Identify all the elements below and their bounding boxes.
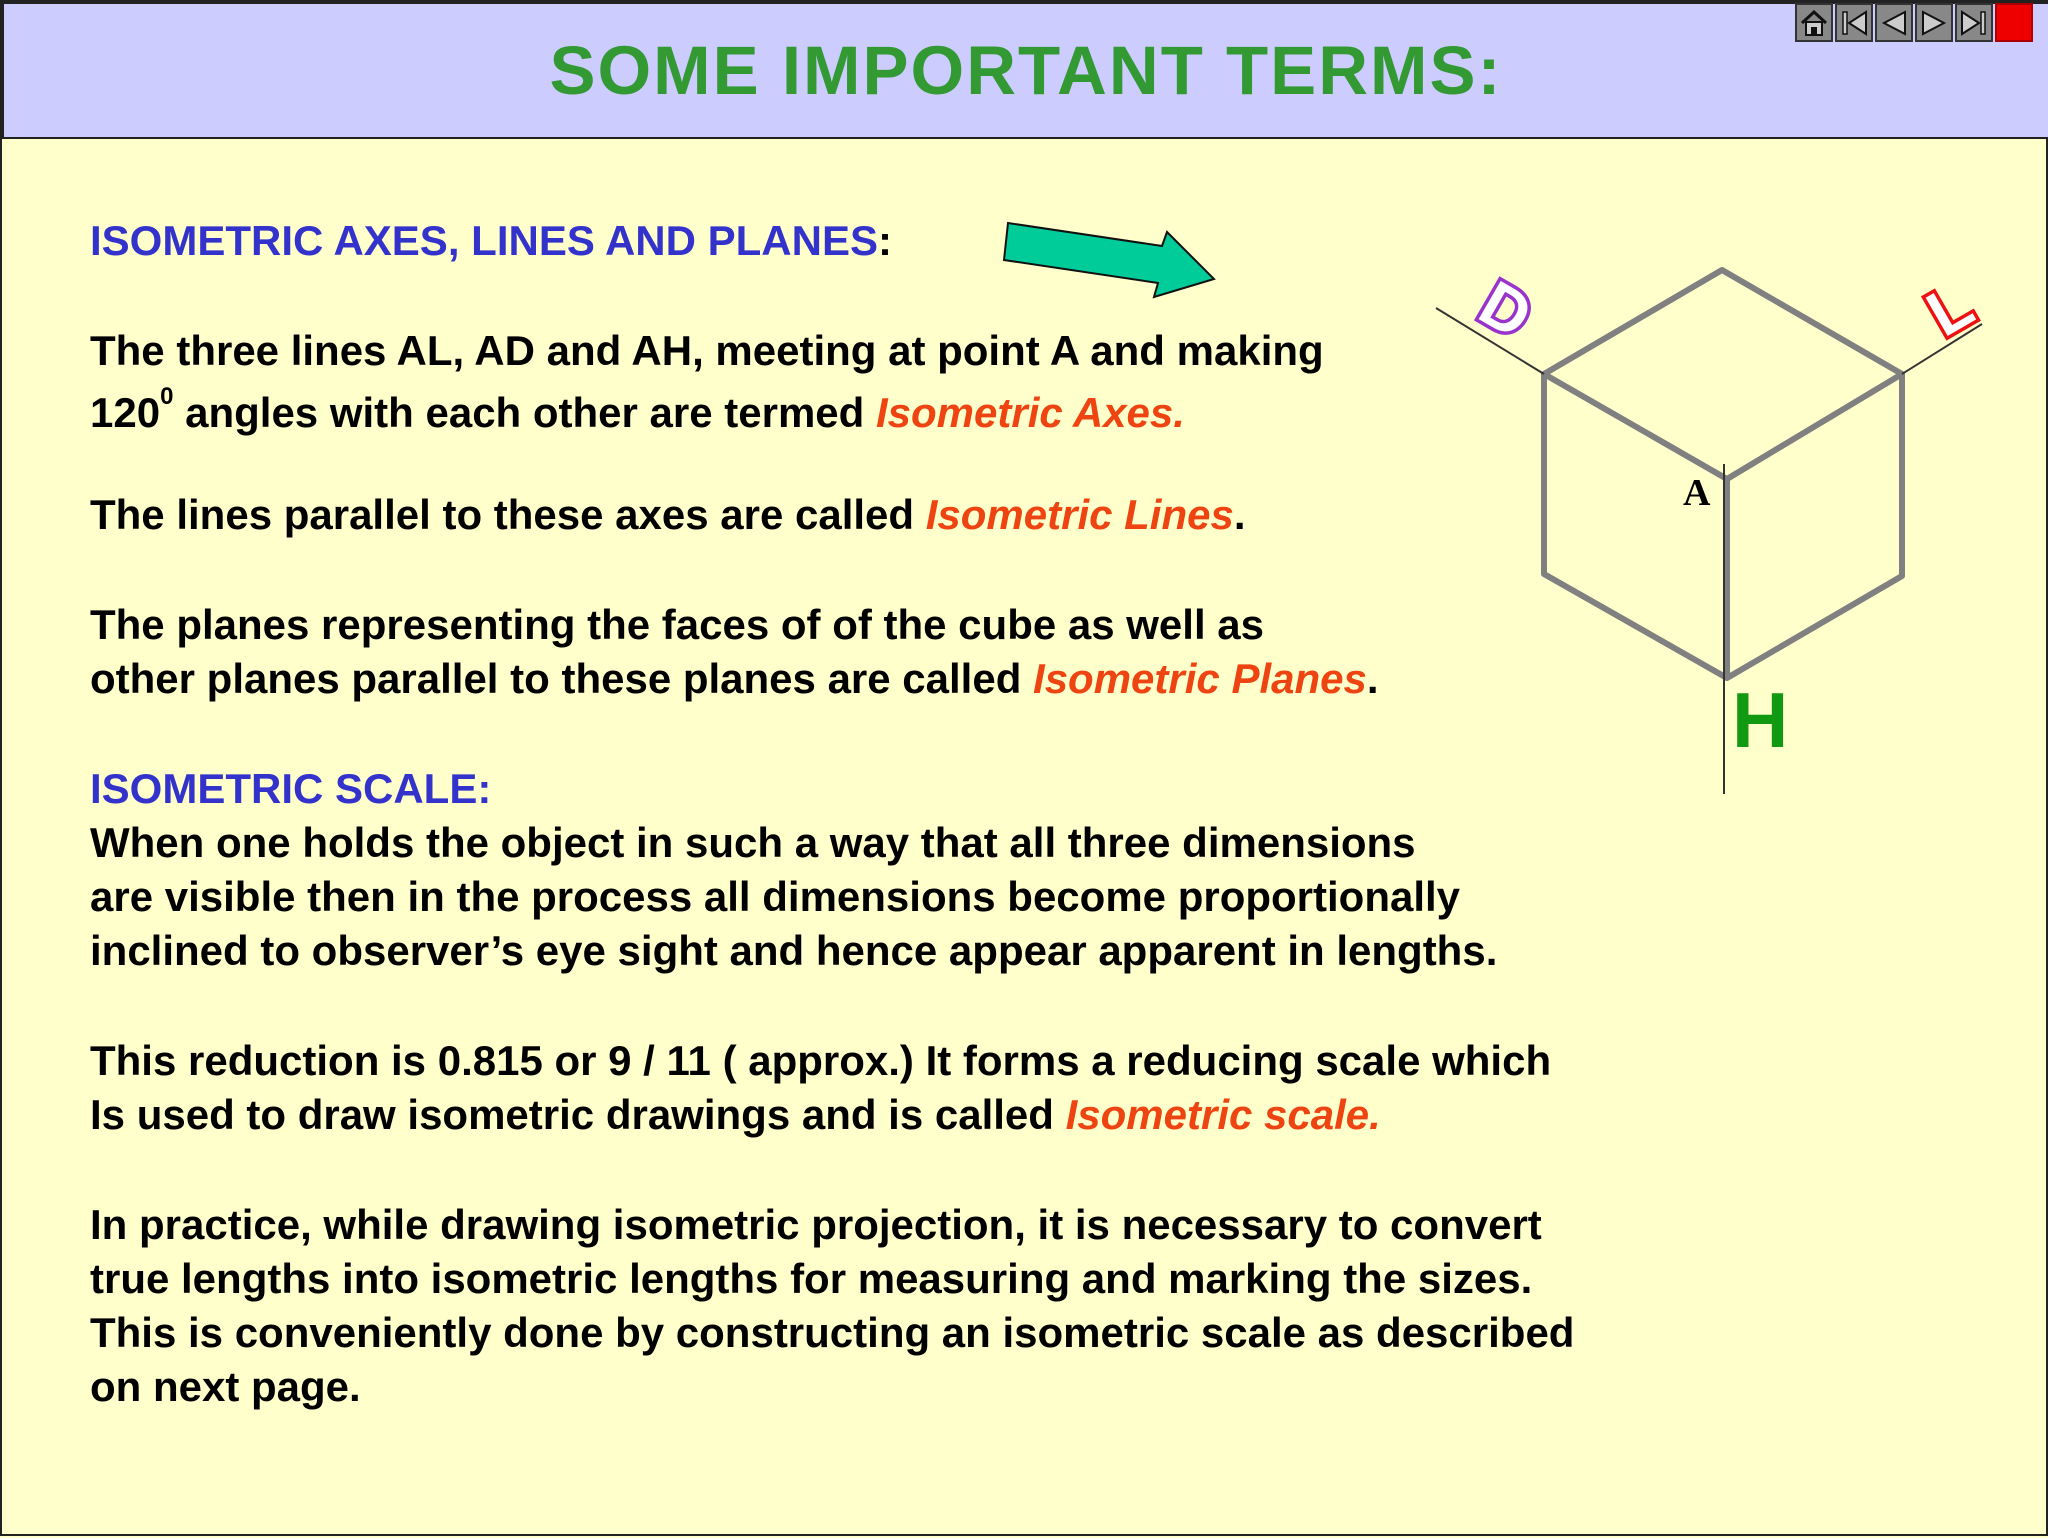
section-heading-axes: ISOMETRIC AXES, LINES AND PLANES: xyxy=(90,217,892,264)
isometric-cube-diagram xyxy=(2,2,2048,1538)
paragraph-line: The planes representing the faces of of the cube as well as xyxy=(90,601,1265,648)
axis-d-label: D xyxy=(1468,266,1545,353)
paragraph-line: This is conveniently done by constructing an isometric scale as described xyxy=(90,1309,1575,1356)
section-heading-scale: ISOMETRIC SCALE: xyxy=(90,765,492,812)
paragraph-line: This reduction is 0.815 or 9 / 11 ( approx.) It forms a reducing scale which xyxy=(90,1037,1552,1084)
axis-l-label: L xyxy=(1915,268,1985,351)
paragraph-line: Is used to draw isometric drawings and is called Isometric scale. xyxy=(90,1091,1381,1138)
paragraph-line: The lines parallel to these axes are called Isometric Lines. xyxy=(90,491,1246,538)
point-a-label: A xyxy=(1683,472,1711,514)
paragraph-line: are visible then in the process all dimensions become proportionally xyxy=(90,873,1461,920)
term-isometric-scale: Isometric scale. xyxy=(1065,1091,1381,1138)
term-isometric-planes: Isometric Planes xyxy=(1033,655,1367,702)
paragraph-line: When one holds the object in such a way that all three dimensions xyxy=(90,819,1416,866)
paragraph-line: inclined to observer’s eye sight and hence appear apparent in lengths. xyxy=(90,927,1498,974)
term-isometric-axes: Isometric Axes. xyxy=(876,389,1185,436)
axis-h-label: H xyxy=(1732,676,1789,764)
paragraph-line: true lengths into isometric lengths for measuring and marking the sizes. xyxy=(90,1255,1533,1302)
page-title: SOME IMPORTANT TERMS: xyxy=(549,32,1503,109)
term-isometric-lines: Isometric Lines xyxy=(925,491,1234,538)
pointer-arrow-icon xyxy=(1004,223,1214,297)
degree-superscript: 0 xyxy=(160,383,174,410)
paragraph-line: In practice, while drawing isometric projection, it is necessary to convert xyxy=(90,1201,1542,1248)
paragraph-line: $120^0$ angles with each other are termed Isometric Axes. xyxy=(90,383,1185,436)
paragraph-line: on next page. xyxy=(90,1363,361,1410)
paragraph-line: other planes parallel to these planes are called Isometric Planes. xyxy=(90,655,1379,702)
paragraph-line: The three lines AL, AD and AH, meeting at point A and making xyxy=(90,327,1324,374)
